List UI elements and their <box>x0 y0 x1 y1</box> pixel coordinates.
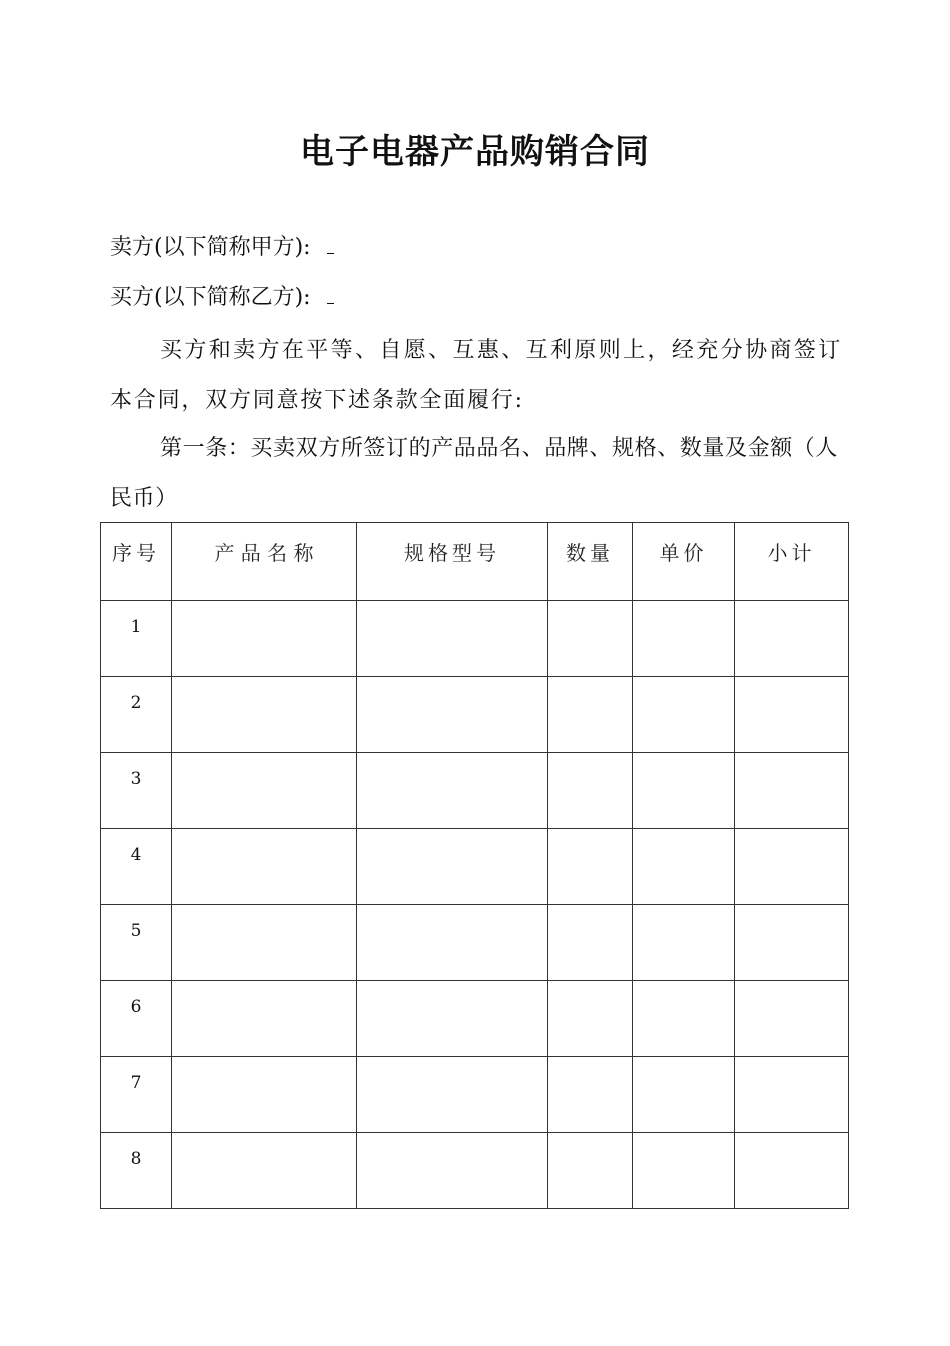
table-header-row <box>101 523 849 601</box>
product-name-cell[interactable] <box>172 1133 357 1209</box>
unit-price-cell[interactable] <box>633 601 735 677</box>
row-index: 2 <box>101 677 172 753</box>
table-row <box>101 905 849 981</box>
quantity-cell[interactable] <box>548 1057 633 1133</box>
product-name-cell[interactable] <box>172 677 357 753</box>
spec-model-cell[interactable] <box>357 1133 548 1209</box>
unit-price-cell[interactable] <box>633 905 735 981</box>
unit-price-cell[interactable] <box>633 829 735 905</box>
subtotal-cell[interactable] <box>735 601 849 677</box>
table-row <box>101 981 849 1057</box>
seller-line <box>110 233 334 263</box>
intro-paragraph: 买方和卖方在平等、自愿、互惠、互利原则上，经充分协商签订本合同，双方同意按下述条款全面履行: <box>110 338 842 413</box>
table-row <box>101 601 849 677</box>
header-index: 序号 <box>101 523 172 601</box>
subtotal-cell[interactable] <box>735 753 849 829</box>
product-name-cell[interactable] <box>172 905 357 981</box>
quantity-cell[interactable] <box>548 753 633 829</box>
spec-model-cell[interactable] <box>357 753 548 829</box>
clause-1: 第一条：买卖双方所签订的产品品名、品牌、规格、数量及金额（人民币） <box>110 436 839 511</box>
row-index: 6 <box>101 981 172 1057</box>
unit-price-cell[interactable] <box>633 753 735 829</box>
table-row <box>101 677 849 753</box>
product-name-cell[interactable] <box>172 1057 357 1133</box>
quantity-cell[interactable] <box>548 905 633 981</box>
seller-name-blank[interactable] <box>327 237 334 254</box>
buyer-label: 买方(以下简称乙方): <box>110 285 311 310</box>
product-name-cell[interactable] <box>172 601 357 677</box>
subtotal-cell[interactable] <box>735 905 849 981</box>
quantity-cell[interactable] <box>548 601 633 677</box>
spec-model-cell[interactable] <box>357 981 548 1057</box>
row-index: 1 <box>101 601 172 677</box>
header-unit-price: 单价 <box>633 523 735 601</box>
subtotal-cell[interactable] <box>735 981 849 1057</box>
spec-model-cell[interactable] <box>357 601 548 677</box>
unit-price-cell[interactable] <box>633 1133 735 1209</box>
quantity-cell[interactable] <box>548 1133 633 1209</box>
document-title: 电子电器产品购销合同 <box>300 132 650 172</box>
spec-model-cell[interactable] <box>357 677 548 753</box>
subtotal-cell[interactable] <box>735 1057 849 1133</box>
row-index: 4 <box>101 829 172 905</box>
product-table <box>100 522 849 1209</box>
row-index: 7 <box>101 1057 172 1133</box>
row-index: 8 <box>101 1133 172 1209</box>
row-index: 3 <box>101 753 172 829</box>
header-product-name: 产 品 名 称 <box>172 523 357 601</box>
unit-price-cell[interactable] <box>633 677 735 753</box>
buyer-line <box>110 283 334 313</box>
product-name-cell[interactable] <box>172 981 357 1057</box>
buyer-name-blank[interactable] <box>327 287 334 304</box>
subtotal-cell[interactable] <box>735 677 849 753</box>
quantity-cell[interactable] <box>548 677 633 753</box>
table-row <box>101 1057 849 1133</box>
spec-model-cell[interactable] <box>357 829 548 905</box>
unit-price-cell[interactable] <box>633 981 735 1057</box>
unit-price-cell[interactable] <box>633 1057 735 1133</box>
header-quantity: 数量 <box>548 523 633 601</box>
seller-label: 卖方(以下简称甲方): <box>110 235 311 260</box>
quantity-cell[interactable] <box>548 981 633 1057</box>
spec-model-cell[interactable] <box>357 1057 548 1133</box>
table-row <box>101 829 849 905</box>
subtotal-cell[interactable] <box>735 829 849 905</box>
table-row <box>101 1133 849 1209</box>
quantity-cell[interactable] <box>548 829 633 905</box>
table-row <box>101 753 849 829</box>
row-index: 5 <box>101 905 172 981</box>
header-spec-model: 规格型号 <box>357 523 548 601</box>
product-name-cell[interactable] <box>172 829 357 905</box>
header-subtotal: 小计 <box>735 523 849 601</box>
product-name-cell[interactable] <box>172 753 357 829</box>
spec-model-cell[interactable] <box>357 905 548 981</box>
subtotal-cell[interactable] <box>735 1133 849 1209</box>
